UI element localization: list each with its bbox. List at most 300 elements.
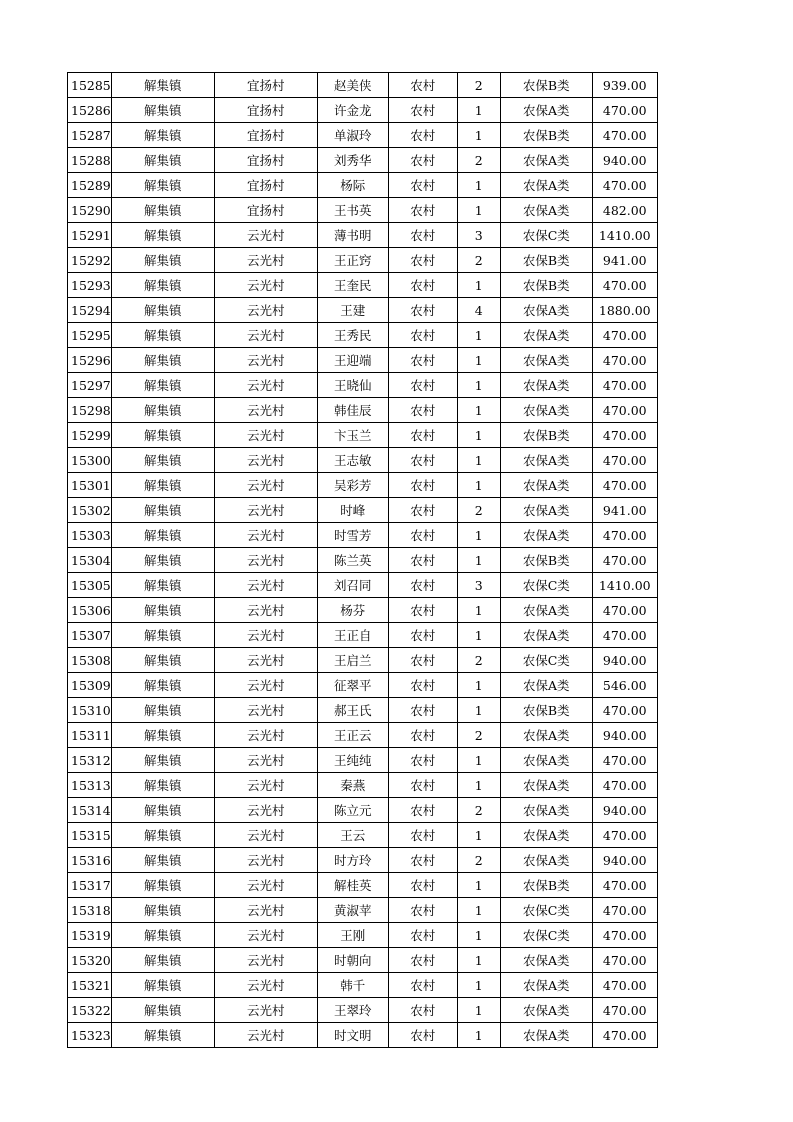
cell-town: 解集镇 <box>111 73 214 98</box>
cell-person-name: 韩千 <box>317 973 388 998</box>
cell-town: 解集镇 <box>111 598 214 623</box>
cell-town: 解集镇 <box>111 173 214 198</box>
cell-record-id: 15291 <box>68 223 112 248</box>
cell-household-count: 1 <box>457 873 500 898</box>
cell-person-name: 王启兰 <box>317 648 388 673</box>
table-row <box>68 198 658 223</box>
table-row <box>68 873 658 898</box>
cell-insurance-category: 农保A类 <box>500 348 592 373</box>
cell-record-id: 15285 <box>68 73 112 98</box>
cell-household-count: 1 <box>457 373 500 398</box>
cell-person-name: 王云 <box>317 823 388 848</box>
cell-insurance-category: 农保A类 <box>500 148 592 173</box>
cell-person-name: 杨际 <box>317 173 388 198</box>
table-row <box>68 348 658 373</box>
table-row <box>68 1023 658 1048</box>
cell-amount: 1410.00 <box>592 223 657 248</box>
cell-household-count: 1 <box>457 898 500 923</box>
table-row <box>68 248 658 273</box>
cell-record-id: 15289 <box>68 173 112 198</box>
cell-record-id: 15315 <box>68 823 112 848</box>
cell-record-id: 15290 <box>68 198 112 223</box>
table-row <box>68 448 658 473</box>
cell-village: 云光村 <box>214 873 317 898</box>
cell-village: 云光村 <box>214 498 317 523</box>
cell-area-type: 农村 <box>388 573 457 598</box>
cell-village: 云光村 <box>214 923 317 948</box>
cell-insurance-category: 农保B类 <box>500 123 592 148</box>
cell-town: 解集镇 <box>111 448 214 473</box>
cell-town: 解集镇 <box>111 573 214 598</box>
table-row <box>68 673 658 698</box>
cell-area-type: 农村 <box>388 648 457 673</box>
cell-person-name: 时方玲 <box>317 848 388 873</box>
cell-person-name: 郝王氏 <box>317 698 388 723</box>
cell-town: 解集镇 <box>111 348 214 373</box>
cell-record-id: 15309 <box>68 673 112 698</box>
cell-record-id: 15311 <box>68 723 112 748</box>
cell-insurance-category: 农保A类 <box>500 823 592 848</box>
cell-area-type: 农村 <box>388 723 457 748</box>
table-row <box>68 473 658 498</box>
cell-amount: 470.00 <box>592 348 657 373</box>
cell-village: 云光村 <box>214 798 317 823</box>
table-row <box>68 773 658 798</box>
cell-area-type: 农村 <box>388 73 457 98</box>
cell-amount: 470.00 <box>592 623 657 648</box>
cell-village: 云光村 <box>214 623 317 648</box>
cell-household-count: 1 <box>457 198 500 223</box>
cell-town: 解集镇 <box>111 948 214 973</box>
cell-household-count: 2 <box>457 648 500 673</box>
cell-area-type: 农村 <box>388 698 457 723</box>
cell-town: 解集镇 <box>111 748 214 773</box>
cell-village: 云光村 <box>214 723 317 748</box>
cell-insurance-category: 农保B类 <box>500 248 592 273</box>
cell-insurance-category: 农保A类 <box>500 373 592 398</box>
cell-person-name: 杨芬 <box>317 598 388 623</box>
cell-insurance-category: 农保C类 <box>500 573 592 598</box>
cell-person-name: 陈立元 <box>317 798 388 823</box>
cell-household-count: 1 <box>457 98 500 123</box>
table-row <box>68 998 658 1023</box>
cell-record-id: 15319 <box>68 923 112 948</box>
cell-village: 云光村 <box>214 273 317 298</box>
cell-town: 解集镇 <box>111 848 214 873</box>
cell-village: 云光村 <box>214 598 317 623</box>
cell-record-id: 15305 <box>68 573 112 598</box>
cell-amount: 470.00 <box>592 398 657 423</box>
cell-insurance-category: 农保A类 <box>500 498 592 523</box>
cell-amount: 470.00 <box>592 1023 657 1048</box>
table-row <box>68 148 658 173</box>
cell-record-id: 15298 <box>68 398 112 423</box>
cell-village: 宜扬村 <box>214 98 317 123</box>
cell-record-id: 15286 <box>68 98 112 123</box>
cell-amount: 941.00 <box>592 498 657 523</box>
cell-amount: 470.00 <box>592 698 657 723</box>
cell-amount: 470.00 <box>592 173 657 198</box>
cell-amount: 470.00 <box>592 773 657 798</box>
table-row <box>68 73 658 98</box>
cell-area-type: 农村 <box>388 198 457 223</box>
cell-amount: 941.00 <box>592 248 657 273</box>
cell-area-type: 农村 <box>388 123 457 148</box>
cell-amount: 940.00 <box>592 798 657 823</box>
cell-household-count: 1 <box>457 923 500 948</box>
cell-record-id: 15317 <box>68 873 112 898</box>
cell-household-count: 2 <box>457 73 500 98</box>
cell-village: 云光村 <box>214 673 317 698</box>
cell-person-name: 王纯纯 <box>317 748 388 773</box>
cell-amount: 940.00 <box>592 723 657 748</box>
cell-area-type: 农村 <box>388 148 457 173</box>
cell-area-type: 农村 <box>388 273 457 298</box>
cell-amount: 470.00 <box>592 548 657 573</box>
cell-household-count: 2 <box>457 248 500 273</box>
cell-person-name: 王秀民 <box>317 323 388 348</box>
cell-village: 云光村 <box>214 748 317 773</box>
cell-town: 解集镇 <box>111 1023 214 1048</box>
cell-record-id: 15307 <box>68 623 112 648</box>
cell-village: 宜扬村 <box>214 73 317 98</box>
cell-village: 云光村 <box>214 398 317 423</box>
table-row <box>68 273 658 298</box>
cell-household-count: 2 <box>457 498 500 523</box>
cell-town: 解集镇 <box>111 98 214 123</box>
cell-record-id: 15314 <box>68 798 112 823</box>
cell-village: 云光村 <box>214 223 317 248</box>
cell-person-name: 王建 <box>317 298 388 323</box>
table-row <box>68 898 658 923</box>
cell-village: 云光村 <box>214 348 317 373</box>
cell-person-name: 王刚 <box>317 923 388 948</box>
cell-person-name: 王正云 <box>317 723 388 748</box>
cell-insurance-category: 农保A类 <box>500 1023 592 1048</box>
cell-household-count: 1 <box>457 448 500 473</box>
cell-record-id: 15316 <box>68 848 112 873</box>
cell-area-type: 农村 <box>388 748 457 773</box>
cell-record-id: 15323 <box>68 1023 112 1048</box>
cell-record-id: 15292 <box>68 248 112 273</box>
cell-area-type: 农村 <box>388 898 457 923</box>
cell-insurance-category: 农保A类 <box>500 723 592 748</box>
cell-insurance-category: 农保A类 <box>500 973 592 998</box>
cell-person-name: 时朝向 <box>317 948 388 973</box>
records-table <box>67 72 658 1048</box>
cell-record-id: 15322 <box>68 998 112 1023</box>
cell-town: 解集镇 <box>111 773 214 798</box>
cell-insurance-category: 农保C类 <box>500 223 592 248</box>
cell-insurance-category: 农保A类 <box>500 198 592 223</box>
cell-insurance-category: 农保A类 <box>500 848 592 873</box>
cell-area-type: 农村 <box>388 923 457 948</box>
cell-area-type: 农村 <box>388 348 457 373</box>
table-row <box>68 123 658 148</box>
cell-person-name: 许金龙 <box>317 98 388 123</box>
cell-town: 解集镇 <box>111 898 214 923</box>
cell-amount: 939.00 <box>592 73 657 98</box>
cell-amount: 470.00 <box>592 598 657 623</box>
cell-household-count: 1 <box>457 773 500 798</box>
cell-record-id: 15299 <box>68 423 112 448</box>
cell-record-id: 15321 <box>68 973 112 998</box>
cell-insurance-category: 农保A类 <box>500 748 592 773</box>
cell-insurance-category: 农保A类 <box>500 98 592 123</box>
cell-town: 解集镇 <box>111 673 214 698</box>
cell-insurance-category: 农保A类 <box>500 473 592 498</box>
cell-record-id: 15293 <box>68 273 112 298</box>
cell-insurance-category: 农保A类 <box>500 323 592 348</box>
cell-person-name: 王书英 <box>317 198 388 223</box>
cell-village: 云光村 <box>214 523 317 548</box>
cell-village: 云光村 <box>214 948 317 973</box>
cell-insurance-category: 农保A类 <box>500 773 592 798</box>
cell-amount: 940.00 <box>592 148 657 173</box>
table-row <box>68 848 658 873</box>
cell-village: 云光村 <box>214 823 317 848</box>
cell-insurance-category: 农保A类 <box>500 173 592 198</box>
table-row <box>68 423 658 448</box>
cell-area-type: 农村 <box>388 1023 457 1048</box>
cell-village: 云光村 <box>214 898 317 923</box>
cell-amount: 470.00 <box>592 98 657 123</box>
cell-amount: 470.00 <box>592 123 657 148</box>
cell-household-count: 2 <box>457 848 500 873</box>
cell-amount: 482.00 <box>592 198 657 223</box>
cell-household-count: 1 <box>457 473 500 498</box>
cell-amount: 470.00 <box>592 448 657 473</box>
table-row <box>68 748 658 773</box>
cell-insurance-category: 农保A类 <box>500 298 592 323</box>
cell-household-count: 1 <box>457 273 500 298</box>
cell-insurance-category: 农保B类 <box>500 73 592 98</box>
cell-record-id: 15301 <box>68 473 112 498</box>
table-row <box>68 623 658 648</box>
cell-town: 解集镇 <box>111 798 214 823</box>
cell-area-type: 农村 <box>388 423 457 448</box>
cell-village: 云光村 <box>214 973 317 998</box>
cell-village: 云光村 <box>214 323 317 348</box>
cell-amount: 546.00 <box>592 673 657 698</box>
table-row <box>68 373 658 398</box>
table-row <box>68 973 658 998</box>
cell-person-name: 薄书明 <box>317 223 388 248</box>
cell-village: 云光村 <box>214 998 317 1023</box>
cell-record-id: 15308 <box>68 648 112 673</box>
cell-town: 解集镇 <box>111 423 214 448</box>
cell-area-type: 农村 <box>388 623 457 648</box>
cell-town: 解集镇 <box>111 298 214 323</box>
table-row <box>68 173 658 198</box>
cell-household-count: 1 <box>457 623 500 648</box>
cell-household-count: 1 <box>457 823 500 848</box>
cell-village: 云光村 <box>214 373 317 398</box>
cell-person-name: 王正窍 <box>317 248 388 273</box>
cell-insurance-category: 农保C类 <box>500 923 592 948</box>
cell-town: 解集镇 <box>111 548 214 573</box>
table-row <box>68 798 658 823</box>
cell-person-name: 刘秀华 <box>317 148 388 173</box>
cell-area-type: 农村 <box>388 373 457 398</box>
table-row <box>68 523 658 548</box>
cell-village: 云光村 <box>214 548 317 573</box>
cell-village: 宜扬村 <box>214 123 317 148</box>
table-row <box>68 698 658 723</box>
cell-person-name: 卞玉兰 <box>317 423 388 448</box>
cell-amount: 470.00 <box>592 923 657 948</box>
cell-amount: 470.00 <box>592 473 657 498</box>
cell-household-count: 1 <box>457 348 500 373</box>
cell-town: 解集镇 <box>111 998 214 1023</box>
table-row <box>68 548 658 573</box>
cell-record-id: 15300 <box>68 448 112 473</box>
table-row <box>68 323 658 348</box>
cell-town: 解集镇 <box>111 123 214 148</box>
cell-amount: 470.00 <box>592 998 657 1023</box>
cell-town: 解集镇 <box>111 148 214 173</box>
cell-record-id: 15313 <box>68 773 112 798</box>
cell-amount: 470.00 <box>592 373 657 398</box>
cell-person-name: 秦燕 <box>317 773 388 798</box>
cell-record-id: 15312 <box>68 748 112 773</box>
cell-person-name: 陈兰英 <box>317 548 388 573</box>
cell-amount: 470.00 <box>592 323 657 348</box>
cell-household-count: 1 <box>457 973 500 998</box>
cell-area-type: 农村 <box>388 823 457 848</box>
cell-area-type: 农村 <box>388 523 457 548</box>
cell-record-id: 15288 <box>68 148 112 173</box>
table-row <box>68 723 658 748</box>
cell-record-id: 15304 <box>68 548 112 573</box>
cell-insurance-category: 农保B类 <box>500 548 592 573</box>
cell-record-id: 15296 <box>68 348 112 373</box>
cell-person-name: 单淑玲 <box>317 123 388 148</box>
table-row <box>68 923 658 948</box>
cell-person-name: 征翠平 <box>317 673 388 698</box>
cell-village: 云光村 <box>214 773 317 798</box>
cell-village: 云光村 <box>214 248 317 273</box>
cell-insurance-category: 农保B类 <box>500 698 592 723</box>
cell-area-type: 农村 <box>388 773 457 798</box>
cell-area-type: 农村 <box>388 973 457 998</box>
cell-insurance-category: 农保B类 <box>500 873 592 898</box>
cell-insurance-category: 农保A类 <box>500 598 592 623</box>
cell-household-count: 1 <box>457 398 500 423</box>
cell-record-id: 15303 <box>68 523 112 548</box>
cell-person-name: 王晓仙 <box>317 373 388 398</box>
cell-record-id: 15306 <box>68 598 112 623</box>
cell-household-count: 1 <box>457 548 500 573</box>
cell-town: 解集镇 <box>111 248 214 273</box>
cell-record-id: 15287 <box>68 123 112 148</box>
cell-area-type: 农村 <box>388 848 457 873</box>
cell-household-count: 1 <box>457 948 500 973</box>
cell-amount: 940.00 <box>592 848 657 873</box>
cell-household-count: 2 <box>457 723 500 748</box>
cell-person-name: 黄淑苹 <box>317 898 388 923</box>
table-row <box>68 498 658 523</box>
cell-insurance-category: 农保A类 <box>500 523 592 548</box>
cell-insurance-category: 农保A类 <box>500 448 592 473</box>
cell-area-type: 农村 <box>388 548 457 573</box>
cell-town: 解集镇 <box>111 923 214 948</box>
table-row <box>68 298 658 323</box>
cell-town: 解集镇 <box>111 823 214 848</box>
cell-household-count: 1 <box>457 173 500 198</box>
cell-area-type: 农村 <box>388 498 457 523</box>
cell-person-name: 时峰 <box>317 498 388 523</box>
cell-record-id: 15294 <box>68 298 112 323</box>
cell-household-count: 1 <box>457 698 500 723</box>
cell-person-name: 韩佳辰 <box>317 398 388 423</box>
cell-area-type: 农村 <box>388 98 457 123</box>
cell-record-id: 15318 <box>68 898 112 923</box>
cell-town: 解集镇 <box>111 223 214 248</box>
cell-person-name: 刘召同 <box>317 573 388 598</box>
cell-record-id: 15310 <box>68 698 112 723</box>
cell-area-type: 农村 <box>388 598 457 623</box>
table-row <box>68 648 658 673</box>
cell-town: 解集镇 <box>111 873 214 898</box>
cell-village: 云光村 <box>214 298 317 323</box>
cell-village: 云光村 <box>214 423 317 448</box>
cell-household-count: 1 <box>457 423 500 448</box>
cell-town: 解集镇 <box>111 323 214 348</box>
cell-town: 解集镇 <box>111 523 214 548</box>
cell-household-count: 1 <box>457 1023 500 1048</box>
cell-area-type: 农村 <box>388 298 457 323</box>
cell-amount: 470.00 <box>592 273 657 298</box>
table-row <box>68 98 658 123</box>
cell-area-type: 农村 <box>388 223 457 248</box>
cell-amount: 1410.00 <box>592 573 657 598</box>
cell-village: 云光村 <box>214 573 317 598</box>
cell-area-type: 农村 <box>388 948 457 973</box>
cell-town: 解集镇 <box>111 498 214 523</box>
cell-household-count: 1 <box>457 123 500 148</box>
cell-person-name: 王志敏 <box>317 448 388 473</box>
cell-insurance-category: 农保A类 <box>500 798 592 823</box>
table-row <box>68 573 658 598</box>
cell-household-count: 1 <box>457 673 500 698</box>
cell-amount: 470.00 <box>592 823 657 848</box>
cell-village: 云光村 <box>214 448 317 473</box>
cell-person-name: 时雪芳 <box>317 523 388 548</box>
cell-area-type: 农村 <box>388 673 457 698</box>
cell-record-id: 15320 <box>68 948 112 973</box>
cell-insurance-category: 农保C类 <box>500 898 592 923</box>
cell-village: 宜扬村 <box>214 173 317 198</box>
cell-amount: 470.00 <box>592 873 657 898</box>
cell-amount: 470.00 <box>592 523 657 548</box>
cell-insurance-category: 农保A类 <box>500 998 592 1023</box>
records-table-body <box>68 73 658 1048</box>
table-row <box>68 823 658 848</box>
cell-household-count: 3 <box>457 573 500 598</box>
cell-insurance-category: 农保B类 <box>500 423 592 448</box>
cell-household-count: 1 <box>457 748 500 773</box>
cell-town: 解集镇 <box>111 198 214 223</box>
cell-person-name: 王奎民 <box>317 273 388 298</box>
cell-household-count: 4 <box>457 298 500 323</box>
cell-amount: 470.00 <box>592 973 657 998</box>
cell-household-count: 3 <box>457 223 500 248</box>
cell-town: 解集镇 <box>111 648 214 673</box>
cell-amount: 940.00 <box>592 648 657 673</box>
cell-insurance-category: 农保A类 <box>500 398 592 423</box>
cell-village: 云光村 <box>214 648 317 673</box>
